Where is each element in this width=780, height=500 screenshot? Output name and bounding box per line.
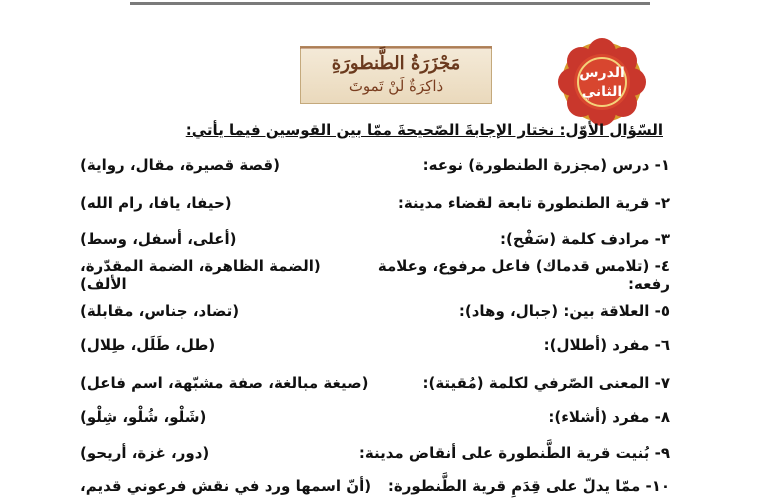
question-text: ١٠- ممّا يدلّ على قِدَمِ قرية الطَّنطورة:: [387, 477, 670, 495]
question-text: ٦- مفرد (أطلال):: [543, 336, 670, 354]
question-heading: السّؤال الأوّل: نختار الإجابةَ الصّحيحةَ ممّا بين القوسين فيما يأتي:: [185, 121, 663, 139]
answer-options: (أنّ اسمها ورد في نقش فرعوني قديم،: [80, 477, 372, 495]
badge-line-1: الدرس: [579, 65, 625, 81]
question-item: [80, 151, 670, 179]
lesson-subtitle: ذاكِرَةٌ لَنْ تَموتَ: [348, 77, 444, 95]
question-item: [80, 472, 670, 500]
question-text: ٢- قرية الطنطورة تابعة لقضاء مدينة:: [397, 194, 670, 212]
answer-options: (شَلْو، شُلْو، شِلْو): [80, 408, 207, 426]
question-text: ٥- العلاقة بين: (جبال، وهاد):: [458, 302, 670, 320]
answer-options: (أعلى، أسفل، وسط): [80, 230, 237, 248]
answer-options: (طل، طَلَل، طِلال): [80, 336, 216, 354]
question-text: ٩- بُنيت قرية الطَّنطورة على أنقاض مدينة:: [358, 444, 670, 462]
question-text: ٨- مفرد (أشلاء):: [548, 408, 670, 426]
question-item: [80, 189, 670, 217]
question-text: ٤- (تلامس قدماك) فاعل مرفوع، وعلامة رفعه:: [377, 257, 670, 293]
badge-line-2: الثاني: [581, 84, 623, 100]
question-text: ٧- المعنى الصّرفي لكلمة (مُقيتة):: [422, 374, 670, 392]
question-item: [80, 225, 670, 253]
answer-options: (حيفا، يافا، رام الله): [80, 194, 232, 212]
question-item: [80, 297, 670, 325]
answer-options: (قصة قصيرة، مقال، رواية): [80, 156, 280, 174]
question-item: [80, 331, 670, 359]
answer-options: (تضاد، جناس، مقابلة): [80, 302, 240, 320]
top-divider: [130, 2, 650, 5]
answer-options: (الضمة الظاهرة، الضمة المقدّرة، الألف): [80, 257, 321, 293]
lesson-badge: [556, 38, 648, 126]
question-item: [80, 403, 670, 431]
lesson-title-banner: [300, 46, 492, 104]
question-text: ٣- مرادف كلمة (سَفْح):: [500, 230, 670, 248]
answer-options: (صيغة مبالغة، صفة مشبّهة، اسم فاعل): [80, 374, 369, 392]
lesson-title: مَجْزَرَةُ الطَّنطورَةِ: [331, 53, 461, 74]
flower-badge-icon: [556, 38, 648, 126]
question-item: [80, 439, 670, 467]
question-item: [80, 369, 670, 397]
question-text: ١- درس (مجزرة الطنطورة) نوعه:: [422, 156, 670, 174]
question-item: [80, 257, 670, 293]
answer-options: (دور، غزة، أريحو): [80, 444, 210, 462]
